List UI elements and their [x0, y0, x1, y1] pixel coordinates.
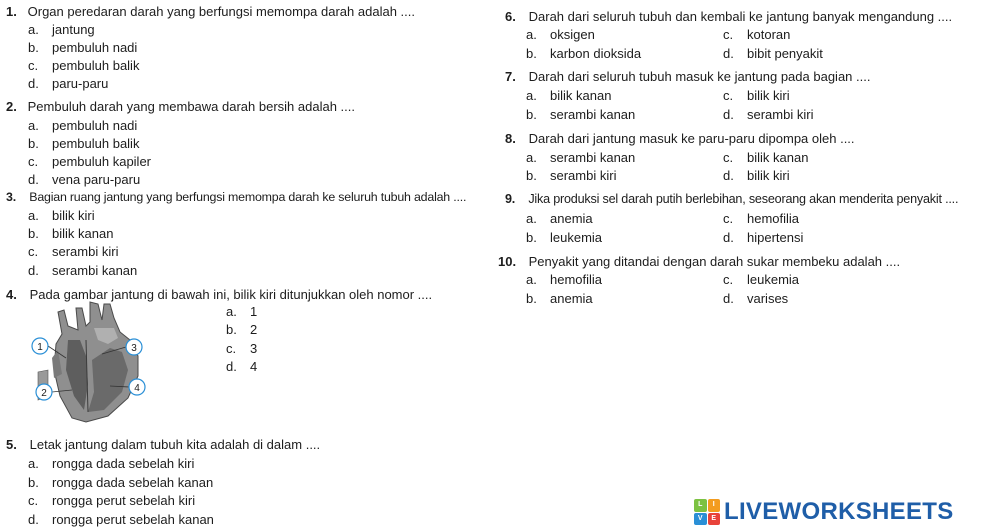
question-7: [505, 68, 870, 85]
liveworksheets-logo: [694, 497, 954, 527]
option-2a[interactable]: a. pembuluh nadi: [28, 118, 138, 133]
option-1a[interactable]: a. jantung: [28, 22, 95, 37]
option-2d[interactable]: d. vena paru-paru: [28, 172, 141, 187]
question-10: [498, 253, 900, 270]
option-4b[interactable]: b. 2: [226, 322, 258, 337]
option-8d[interactable]: d. bilik kiri: [723, 168, 790, 183]
question-number: 7.: [505, 69, 516, 84]
option-6c[interactable]: c. kotoran: [723, 27, 791, 42]
question-8: [505, 130, 855, 147]
option-2b[interactable]: b. pembuluh balik: [28, 136, 140, 151]
question-number: 1.: [6, 4, 17, 19]
option-5c[interactable]: c. rongga perut sebelah kiri: [28, 493, 196, 508]
option-4d[interactable]: d. 4: [226, 359, 258, 374]
option-8c[interactable]: c. bilik kanan: [723, 150, 809, 165]
option-9b[interactable]: b. leukemia: [526, 230, 603, 245]
option-10a[interactable]: a. hemofilia: [526, 272, 603, 287]
heart-label-1: 1: [37, 342, 43, 353]
option-7a[interactable]: a. bilik kanan: [526, 88, 612, 103]
option-9a[interactable]: a. anemia: [526, 211, 593, 226]
option-3c[interactable]: c. serambi kiri: [28, 244, 119, 259]
option-7b[interactable]: b. serambi kanan: [526, 107, 636, 122]
question-3: [6, 189, 466, 206]
option-8a[interactable]: a. serambi kanan: [526, 150, 636, 165]
question-number: 3.: [6, 190, 16, 204]
option-1c[interactable]: c. pembuluh balik: [28, 58, 140, 73]
option-3d[interactable]: d. serambi kanan: [28, 263, 138, 278]
logo-mark-icon: L I V E: [694, 499, 720, 525]
option-9d[interactable]: d. hipertensi: [723, 230, 804, 245]
question-number: 8.: [505, 131, 516, 146]
option-7c[interactable]: c. bilik kiri: [723, 88, 790, 103]
question-number: 10.: [498, 254, 517, 269]
question-text: Darah dari seluruh tubuh masuk ke jantung pada bagian ....: [528, 69, 871, 84]
option-8b[interactable]: b. serambi kiri: [526, 168, 617, 183]
question-1: [6, 3, 415, 20]
option-6b[interactable]: b. karbon dioksida: [526, 46, 642, 61]
question-text: Letak jantung dalam tubuh kita adalah di dalam ....: [29, 437, 321, 452]
option-1b[interactable]: b. pembuluh nadi: [28, 40, 138, 55]
question-text: Pada gambar jantung di bawah ini, bilik kiri ditunjukkan oleh nomor ....: [29, 287, 433, 302]
option-2c[interactable]: c. pembuluh kapiler: [28, 154, 152, 169]
question-text: Organ peredaran darah yang berfungsi memompa darah adalah ....: [27, 4, 415, 19]
question-number: 5.: [6, 437, 17, 452]
option-4c[interactable]: c. 3: [226, 341, 258, 356]
question-text: Darah dari jantung masuk ke paru-paru dipompa oleh ....: [528, 131, 855, 146]
option-6d[interactable]: d. bibit penyakit: [723, 46, 823, 61]
question-text: Bagian ruang jantung yang berfungsi memompa darah ke seluruh tubuh adalah ....: [29, 190, 467, 204]
option-6a[interactable]: a. oksigen: [526, 27, 595, 42]
question-text: Darah dari seluruh tubuh dan kembali ke jantung banyak mengandung ....: [528, 9, 953, 24]
option-5a[interactable]: a. rongga dada sebelah kiri: [28, 456, 195, 471]
option-10d[interactable]: d. varises: [723, 291, 789, 306]
question-number: 4.: [6, 287, 17, 302]
heart-illustration: [38, 302, 138, 422]
option-4a[interactable]: a. 1: [226, 304, 258, 319]
option-10c[interactable]: c. leukemia: [723, 272, 800, 287]
question-2: [6, 98, 355, 115]
question-9: [505, 191, 958, 208]
question-text: Penyakit yang ditandai dengan darah sukar membeku adalah ....: [528, 254, 901, 269]
option-9c[interactable]: c. hemofilia: [723, 211, 800, 226]
option-1d[interactable]: d. paru-paru: [28, 76, 109, 91]
heart-label-4: 4: [134, 383, 140, 394]
question-number: 9.: [505, 192, 516, 206]
question-number: 2.: [6, 99, 17, 114]
heart-diagram: [28, 300, 158, 425]
option-3a[interactable]: a. bilik kiri: [28, 208, 95, 223]
option-5b[interactable]: b. rongga dada sebelah kanan: [28, 475, 214, 490]
question-text: Jika produksi sel darah putih berlebihan, seseorang akan menderita penyakit ....: [528, 192, 959, 206]
question-5: [6, 436, 320, 453]
logo-text: LIVEWORKSHEETS: [724, 498, 954, 525]
option-5d[interactable]: d. rongga perut sebelah kanan: [28, 512, 214, 527]
option-10b[interactable]: b. anemia: [526, 291, 593, 306]
question-6: [505, 8, 952, 25]
heart-label-3: 3: [131, 343, 137, 354]
heart-label-2: 2: [41, 388, 47, 399]
question-number: 6.: [505, 9, 516, 24]
option-7d[interactable]: d. serambi kiri: [723, 107, 814, 122]
question-text: Pembuluh darah yang membawa darah bersih adalah ....: [27, 99, 355, 114]
option-3b[interactable]: b. bilik kanan: [28, 226, 114, 241]
